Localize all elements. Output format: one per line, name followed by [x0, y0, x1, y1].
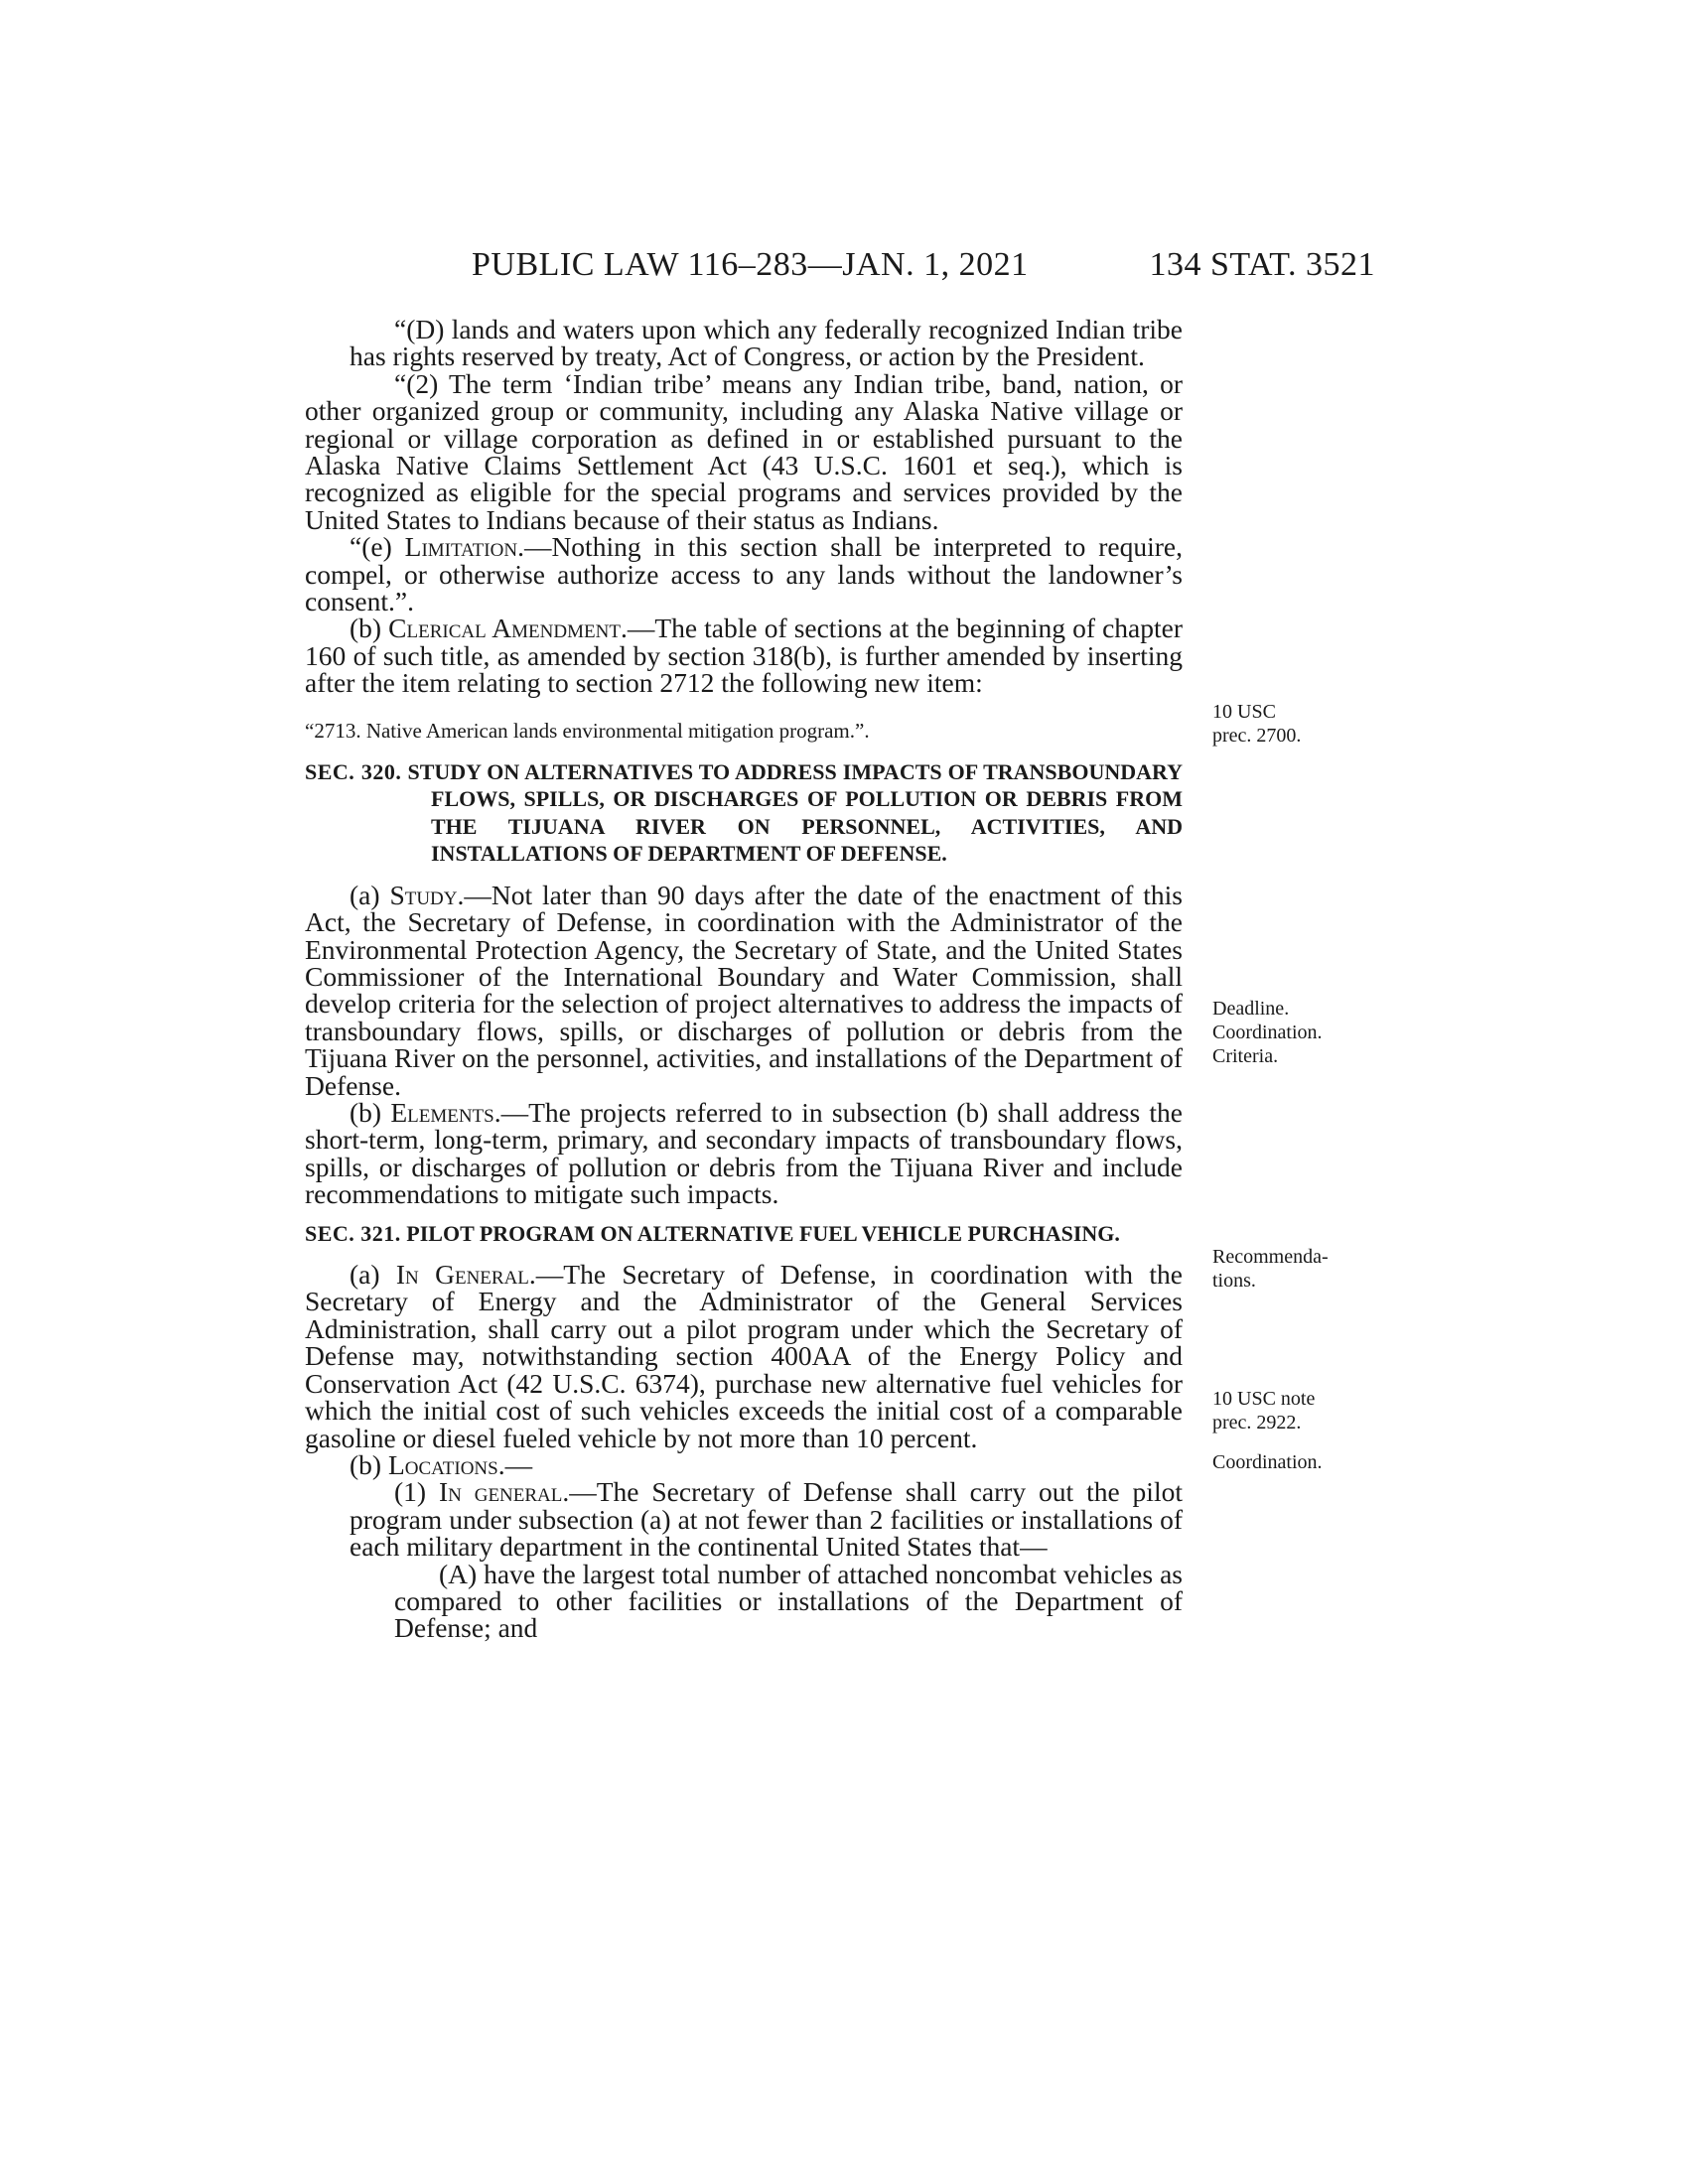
margin-note-recommendations: [1212, 1245, 1371, 1293]
table-of-sections-item: “2713. Native American lands environmental mitigation program.”.: [305, 718, 870, 743]
paragraph-321-in-general: [305, 1261, 1183, 1451]
section-320-heading: [305, 758, 1183, 868]
margin-note-line: prec. 2700.: [1212, 725, 1302, 747]
limitation-heading: Limitation: [404, 531, 518, 563]
clerical-lead: (b): [350, 613, 389, 644]
margin-note-deadline: [1212, 997, 1371, 1068]
margin-note-line: 10 USC: [1212, 701, 1276, 723]
s320b-heading: Elements: [390, 1096, 494, 1128]
margin-note-line: Recommenda-: [1212, 1246, 1329, 1268]
margin-note-10-usc-note-prec-2922: [1212, 1387, 1371, 1434]
s321b-text: .—: [497, 1448, 533, 1480]
margin-note-line: Deadline.: [1212, 998, 1290, 1020]
margin-note-line: tions.: [1212, 1270, 1256, 1292]
s320a-text: .—Not later than 90 days after the date of the enactment of this Act, the Secretary of Defense, in coordination with the Administrator of the Environmental Protection Agency, the Secretary of State, and the United States Commissioner of the International Boundary and Water Commission, shall develop criteria for the selection of project alternatives to address the impacts of transboundary flows, spills, or discharges of pollution or debris from the Tijuana River on the personnel, activities, and installations of the Department of Defense.: [305, 879, 1183, 1101]
margin-note-line: Criteria.: [1212, 1045, 1279, 1067]
margin-note-line: Coordination.: [1212, 1022, 1323, 1043]
s321b1-heading: In general: [438, 1476, 563, 1508]
paragraph-321-locations: [305, 1448, 1183, 1480]
running-header-law-citation: PUBLIC LAW 116–283—JAN. 1, 2021: [472, 246, 1029, 283]
margin-note-line: prec. 2922.: [1212, 1412, 1302, 1433]
section-321-title: PILOT PROGRAM ON ALTERNATIVE FUEL VEHICLE PURCHASING.: [406, 1220, 1120, 1246]
paragraph-indian-tribe-definition: “(2) The term ‘Indian tribe’ means any Indian tribe, band, nation, or other organized group or community, including any Alaska Native village or regional or village corporation as defined in or established pursuant to the Alaska Native Claims Settlement Act (43 U.S.C. 1601 et seq.), which is recognized as eligible for the special programs and services provided by the United States to Indians because of their status as Indians.: [305, 367, 1183, 535]
margin-note-line: Coordination.: [1212, 1451, 1323, 1473]
s321b1-text: .—The Secretary of Defense shall carry out the pilot program under subsection (a) at not fewer than 2 facilities or installations of each military department in the continental United States that—: [350, 1476, 1183, 1563]
section-321-heading: [305, 1220, 1183, 1248]
paragraph-321-b1-A: (A) have the largest total number of attached noncombat vehicles as compared to other facilities or installations of the Department of Defense; and: [394, 1558, 1183, 1644]
section-321-number: SEC. 321.: [305, 1220, 401, 1246]
margin-note-coordination: [1212, 1450, 1371, 1474]
margin-note-10-usc-prec-2700: [1212, 700, 1371, 748]
paragraph-subparagraph-d: “(D) lands and waters upon which any federally recognized Indian tribe has rights reserved by treaty, Act of Congress, or action by the President.: [350, 314, 1183, 372]
s320b-text: .—The projects referred to in subsection (b) shall address the short-term, long-term, primary, and secondary impacts of transboundary flows, spills, or discharges of pollution or debris from the Tijuana River and include recommendations to mitigate such impacts.: [305, 1096, 1183, 1210]
paragraph-321-b1: [305, 1476, 1183, 1563]
s320a-lead: (a): [350, 879, 390, 910]
clerical-text: .—The table of sections at the beginning of chapter 160 of such title, as amended by section 318(b), is further amended by inserting after the item relating to section 2712 the following new item:: [305, 613, 1184, 699]
running-header-stat-page: 134 STAT. 3521: [1149, 246, 1375, 283]
margin-note-line: 10 USC note: [1212, 1388, 1316, 1410]
s321b-heading: Locations: [387, 1448, 498, 1480]
section-320-title: STUDY ON ALTERNATIVES TO ADDRESS IMPACTS OF TRANSBOUNDARY FLOWS, SPILLS, OR DISCHARGES OF POLLUTION OR DEBRIS FROM THE TIJUANA RIVER ON PERSONNEL, ACTIVITIES, AND INSTALLATIONS OF DEPARTMENT OF DEFENSE.: [407, 758, 1184, 867]
limitation-lead: “(e): [350, 531, 405, 563]
limitation-text: .—Nothing in this section shall be interpreted to require, compel, or otherwise authorize access to any lands without the landowner’s consent.”.: [305, 531, 1183, 617]
s320b-lead: (b): [350, 1096, 391, 1128]
clerical-heading: Clerical Amendment: [388, 613, 621, 644]
s321a-lead: (a): [350, 1259, 396, 1291]
paragraph-clerical-amendment: [305, 613, 1184, 699]
s321b-lead: (b): [350, 1448, 388, 1480]
section-320-number: SEC. 320.: [305, 758, 402, 784]
s320a-heading: Study: [389, 879, 458, 910]
s321a-heading: In General: [395, 1259, 529, 1291]
s321b1-lead: (1): [394, 1476, 439, 1508]
paragraph-320-study: [305, 879, 1183, 1101]
statute-body: [305, 316, 1183, 1642]
paragraph-limitation: [305, 531, 1183, 617]
s321a-text: .—The Secretary of Defense, in coordination with the Secretary of Energy and the Administrator of the General Services Administration, shall carry out a pilot program under which the Secretary of Defense may, notwithstanding section 400AA of the Energy Policy and Conservation Act (42 U.S.C. 6374), purchase new alternative fuel vehicles for which the initial cost of such vehicles exceeds the initial cost of a comparable gasoline or diesel fueled vehicle by not more than 10 percent.: [305, 1259, 1183, 1453]
paragraph-320-elements: [305, 1096, 1183, 1210]
